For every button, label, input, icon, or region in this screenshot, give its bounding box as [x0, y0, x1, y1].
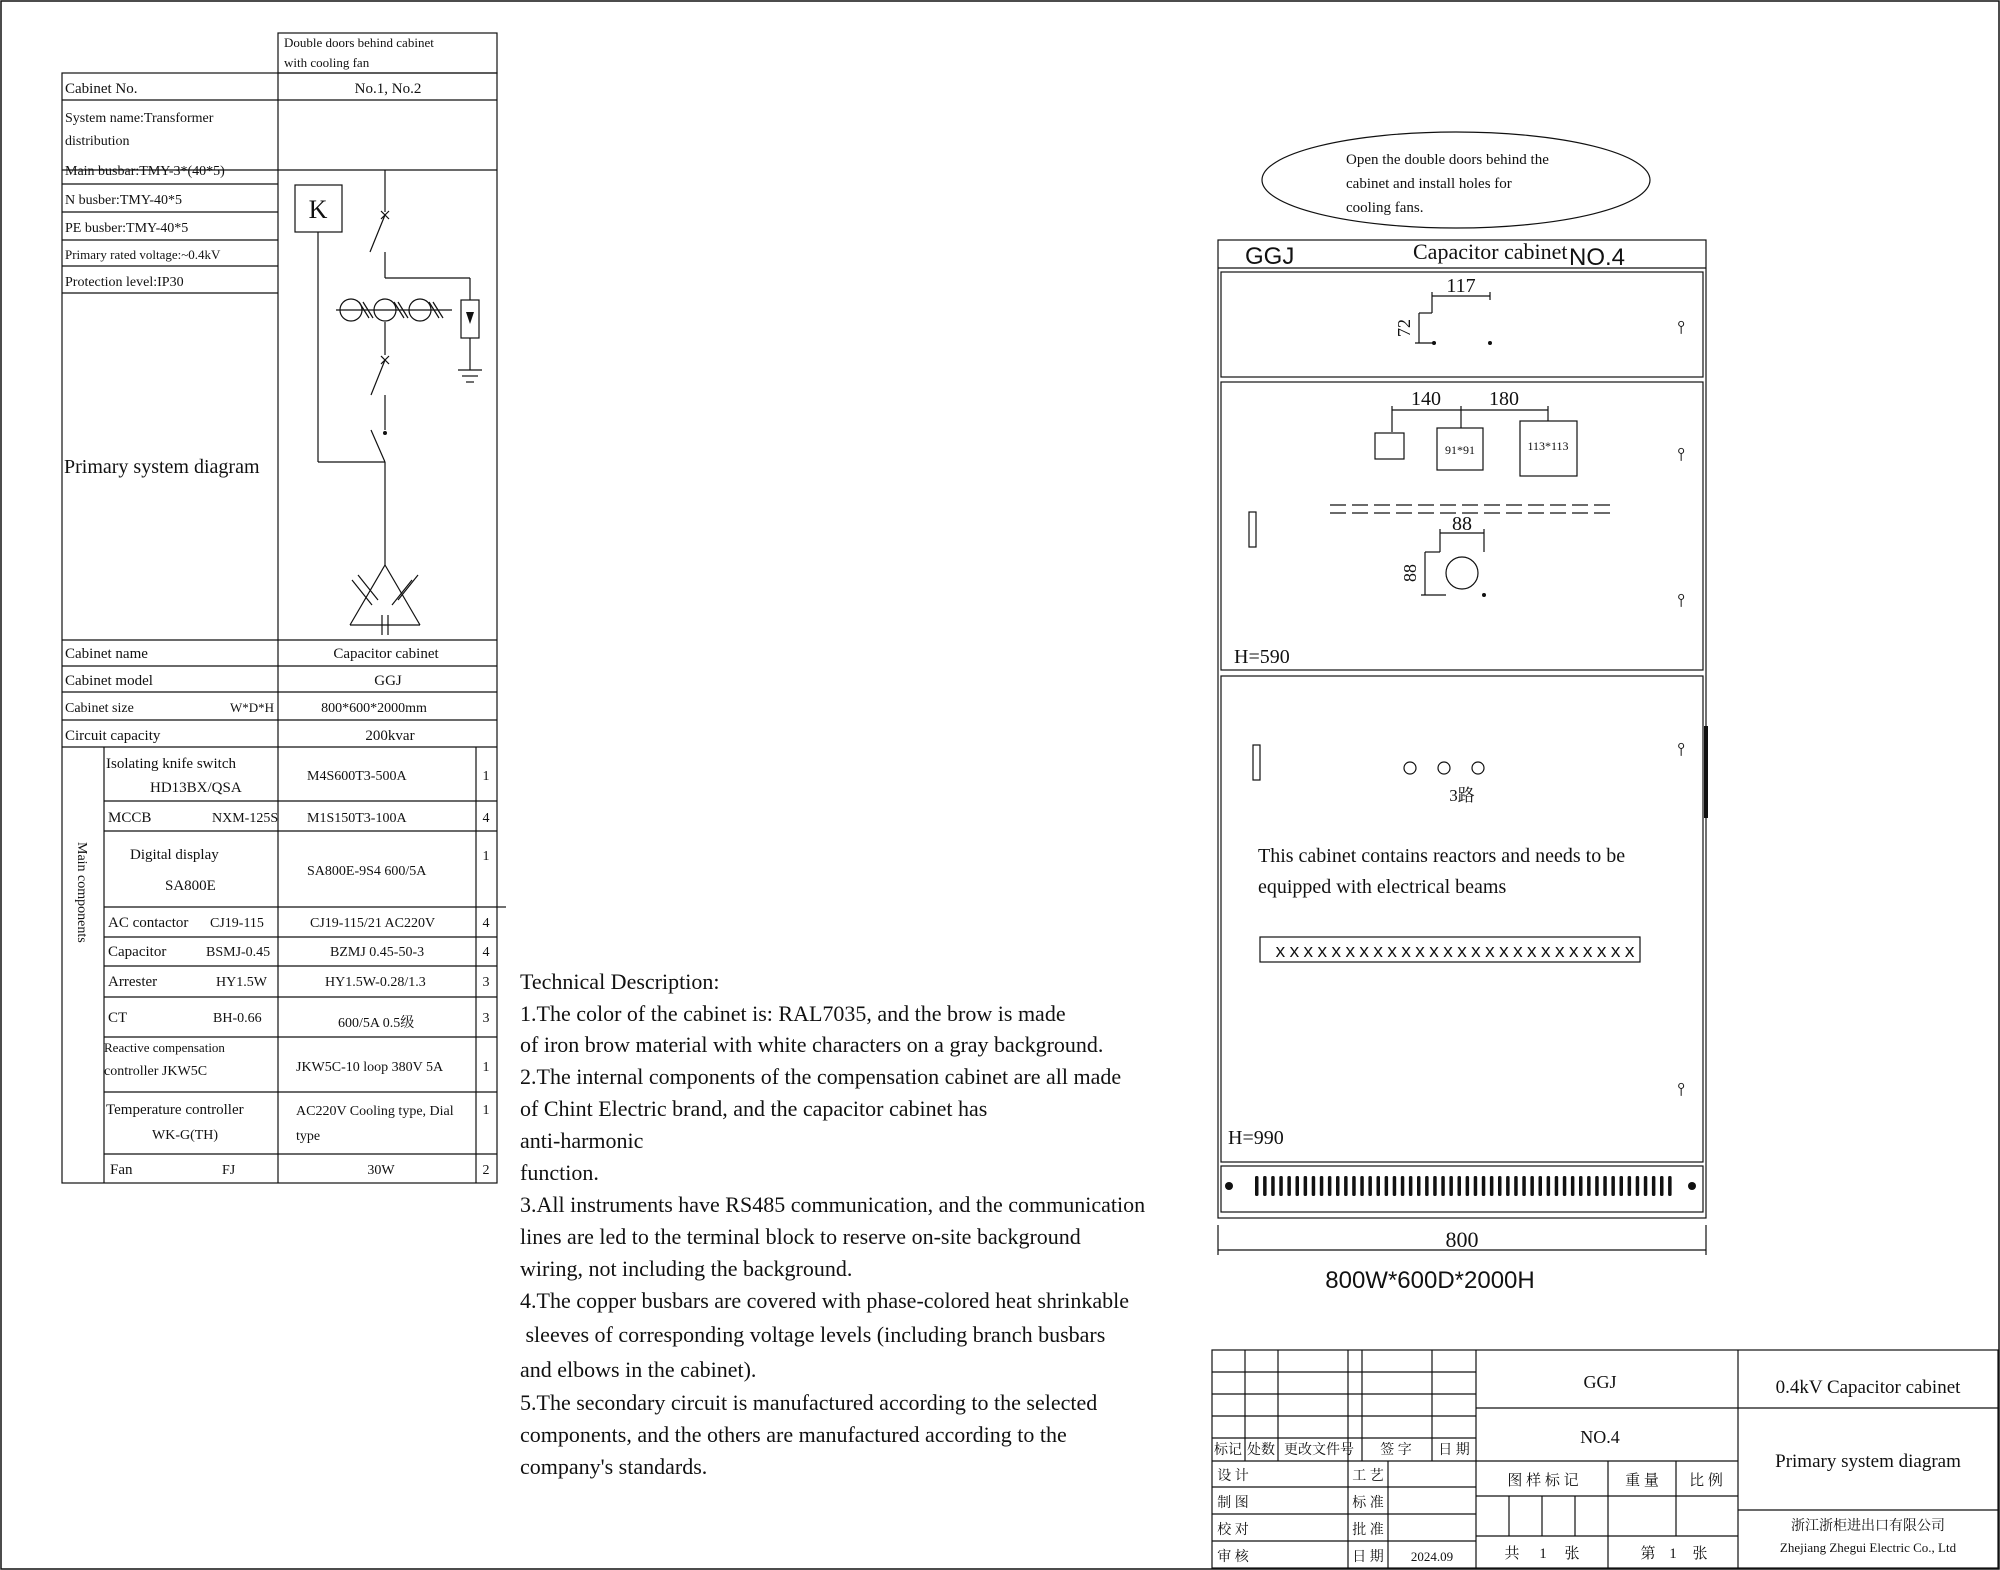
comp-contactor-type: CJ19-115 [210, 916, 264, 931]
louvre-slot [1652, 1176, 1656, 1196]
row-rated-voltage: Primary rated voltage:~0.4kV [65, 247, 221, 262]
tb-review: 审 核 [1217, 1550, 1249, 1565]
reactor-note-line2: equipped with electrical beams [1258, 876, 1507, 898]
tb-header-count: 处数 [1247, 1443, 1275, 1458]
louvre-slot [1474, 1176, 1478, 1196]
louvre-slot [1320, 1176, 1324, 1196]
tb-header-sign: 签 字 [1380, 1443, 1412, 1458]
hinge-1: ⫯ [1677, 317, 1685, 337]
louvre-slot [1644, 1176, 1648, 1196]
louvre-slot [1271, 1176, 1275, 1196]
primary-schematic [295, 170, 482, 635]
louvre-slot [1328, 1176, 1332, 1196]
dim-88-b: 88 [1400, 564, 1420, 582]
tb-total-prefix: 共 [1504, 1546, 1520, 1562]
lamp-3 [1472, 762, 1484, 774]
louvre-slot [1490, 1176, 1494, 1196]
louvre-slot [1287, 1176, 1291, 1196]
row-main-busbar: Main busbar:TMY-3*(40*5) [65, 164, 225, 179]
hinge-4: ⫯ [1677, 739, 1685, 759]
louvre-slot [1368, 1176, 1372, 1196]
tech-line-4: of Chint Electric brand, and the capacitor cabinet has [520, 1096, 988, 1121]
tb-header-date: 日 期 [1438, 1443, 1470, 1458]
louvre-slot [1595, 1176, 1599, 1196]
comp-ct-qty: 3 [482, 1011, 490, 1026]
comp-knife-switch-model: M4S600T3-500A [307, 769, 407, 784]
cabinet-size-label: Cabinet size [65, 701, 134, 716]
k-label: K [308, 195, 328, 224]
cabinet-size-value: 800*600*2000mm [321, 701, 427, 716]
louvre-slot [1312, 1176, 1316, 1196]
dim-117: 117 [1446, 275, 1476, 297]
spec-table [62, 33, 506, 1183]
note-line2: cabinet and install holes for [1346, 176, 1512, 192]
tb-process: 工 艺 [1352, 1469, 1384, 1484]
tb-drafting: 制 图 [1217, 1496, 1249, 1511]
louvre-slot [1417, 1176, 1421, 1196]
brow-title: Capacitor cabinet [1413, 239, 1568, 264]
louvre-slot [1458, 1176, 1462, 1196]
technical-description [520, 969, 1145, 1479]
louvre-slot [1401, 1176, 1405, 1196]
width-dim: 800 [1445, 1227, 1479, 1252]
louvre-slot [1587, 1176, 1591, 1196]
header-note-line2: with cooling fan [284, 55, 370, 70]
comp-arrester-model: HY1.5W-0.28/1.3 [325, 975, 426, 990]
comp-mccb-qty: 4 [482, 811, 490, 826]
tech-line-7: 3.All instruments have RS485 communication, and the communication [520, 1192, 1146, 1217]
comp-mccb-name: MCCB [108, 810, 152, 826]
tech-line-2: of iron brow material with white characters on a gray background. [520, 1032, 1104, 1057]
header-note-line1: Double doors behind cabinet [284, 35, 434, 50]
h990-label: H=990 [1228, 1127, 1284, 1149]
main-components-label: Main components [74, 842, 89, 943]
louvre-slot [1514, 1176, 1518, 1196]
louvre-slot [1393, 1176, 1397, 1196]
tb-date-value: 2024.09 [1410, 1549, 1454, 1564]
lamps-label: 3路 [1449, 786, 1475, 805]
tb-sheet-prefix: 第 [1640, 1546, 1656, 1562]
components-table [104, 756, 497, 1178]
comp-temp-model1: AC220V Cooling type, Dial [296, 1104, 454, 1119]
tb-header-doc: 更改文件号 [1284, 1443, 1354, 1458]
comp-controller-name2: controller JKW5C [104, 1064, 208, 1079]
comp-temp-model2: type [296, 1129, 321, 1144]
louvre-slot [1571, 1176, 1575, 1196]
louvre-slot [1603, 1176, 1607, 1196]
dim-88-a: 88 [1452, 513, 1472, 535]
tb-total-count: 1 [1539, 1546, 1547, 1562]
comp-contactor-qty: 4 [482, 916, 490, 931]
tb-product: 0.4kV Capacitor cabinet [1775, 1377, 1961, 1398]
tb-company-cn: 浙江浙柜进出口有限公司 [1791, 1519, 1945, 1534]
tb-weight: 重 量 [1625, 1473, 1659, 1489]
comp-arrester-name: Arrester [108, 974, 158, 990]
comp-ct-model: 600/5A 0.5级 [338, 1016, 415, 1031]
h590-label: H=590 [1234, 646, 1290, 668]
row-protection-level: Protection level:IP30 [65, 275, 184, 290]
louvre-slot [1344, 1176, 1348, 1196]
louvre-slot [1506, 1176, 1510, 1196]
hinge-5: ⫯ [1677, 1079, 1685, 1099]
vent-pattern: xxxxxxxxxxxxxxxxxxxxxxxxxx [1275, 943, 1635, 963]
louvre-slot [1304, 1176, 1308, 1196]
comp-display-name1: Digital display [130, 847, 219, 863]
row-system-name-line1: System name:Transformer [65, 111, 214, 126]
tb-standard: 标 准 [1352, 1496, 1384, 1511]
comp-fan-qty: 2 [482, 1163, 490, 1178]
tb-sample-mark: 图 样 标 记 [1507, 1473, 1579, 1489]
row-system-name-line2: distribution [65, 134, 130, 149]
comp-temp-qty: 1 [482, 1103, 490, 1118]
comp-ct-name: CT [108, 1010, 128, 1026]
tech-line-13: 5.The secondary circuit is manufactured according to the selected [520, 1390, 1098, 1415]
comp-capacitor-qty: 4 [482, 945, 490, 960]
louvre-slot [1628, 1176, 1632, 1196]
louvre-slot [1482, 1176, 1486, 1196]
dim-140: 140 [1411, 388, 1441, 410]
hinge-2: ⫯ [1677, 444, 1685, 464]
row-pe-busbar: PE busber:TMY-40*5 [65, 221, 189, 236]
louvre-slot [1263, 1176, 1267, 1196]
louvre-slot [1539, 1176, 1543, 1196]
louvre-slot [1555, 1176, 1559, 1196]
comp-controller-model: JKW5C-10 loop 380V 5A [296, 1060, 444, 1075]
brow-brand: GGJ [1245, 243, 1295, 270]
comp-knife-switch-name1: Isolating knife switch [106, 756, 236, 772]
dim-72: 72 [1394, 319, 1414, 337]
cabinet-elevation [1218, 132, 1706, 1294]
comp-temp-name2: WK-G(TH) [152, 1128, 219, 1143]
comp-display-model: SA800E-9S4 600/5A [307, 864, 427, 879]
comp-mccb-type: NXM-125S [212, 811, 279, 826]
louvre-slot [1385, 1176, 1389, 1196]
comp-fan-name: Fan [110, 1162, 133, 1178]
tech-line-1: 1.The color of the cabinet is: RAL7035, and the brow is made [520, 1001, 1066, 1026]
tech-line-14: components, and the others are manufactured according to the [520, 1422, 1067, 1447]
comp-contactor-name: AC contactor [108, 915, 189, 931]
note-line1: Open the double doors behind the [1346, 152, 1549, 168]
title-block [1212, 1350, 1998, 1568]
louvre-slot [1620, 1176, 1624, 1196]
tech-line-6: function. [520, 1160, 599, 1185]
comp-capacitor-type: BSMJ-0.45 [206, 945, 271, 960]
cabinet-name-value: Capacitor cabinet [333, 646, 439, 662]
comp-knife-switch-qty: 1 [482, 769, 490, 784]
bottom-louvres [1255, 1176, 1672, 1196]
louvre-slot [1498, 1176, 1502, 1196]
tb-approve: 批 准 [1352, 1523, 1384, 1538]
comp-display-name2: SA800E [165, 878, 216, 894]
cabinet-outline [1218, 240, 1706, 1218]
louvre-slot [1255, 1176, 1259, 1196]
comp-contactor-model: CJ19-115/21 AC220V [310, 916, 436, 931]
primary-system-diagram-label: Primary system diagram [64, 456, 260, 478]
louvre-slot [1377, 1176, 1381, 1196]
row-cabinet-no-value: No.1, No.2 [354, 81, 422, 97]
comp-capacitor-model: BZMJ 0.45-50-3 [330, 945, 425, 960]
louvre-slot [1530, 1176, 1534, 1196]
comp-controller-name1: Reactive compensation [104, 1040, 225, 1055]
tech-line-15: company's standards. [520, 1454, 708, 1479]
comp-controller-qty: 1 [482, 1060, 490, 1075]
louvre-slot [1547, 1176, 1551, 1196]
row-cabinet-no-label: Cabinet No. [65, 81, 138, 97]
louvre-slot [1611, 1176, 1615, 1196]
comp-mccb-model: M1S150T3-100A [307, 811, 407, 826]
comp-temp-name1: Temperature controller [106, 1102, 244, 1118]
note-line3: cooling fans. [1346, 200, 1424, 216]
tb-total-suffix: 张 [1564, 1546, 1580, 1562]
louvre-slot [1425, 1176, 1429, 1196]
louvre-slot [1563, 1176, 1567, 1196]
meter-113-label: 113*113 [1527, 439, 1569, 453]
comp-arrester-qty: 3 [482, 975, 490, 990]
hinge-3: ⫯ [1677, 590, 1685, 610]
comp-ct-type: BH-0.66 [213, 1011, 262, 1026]
louvre-slot [1522, 1176, 1526, 1196]
lock-1 [1249, 512, 1256, 547]
cabinet-model-value: GGJ [374, 673, 402, 689]
louvre-slot [1352, 1176, 1356, 1196]
row-n-busbar: N busber:TMY-40*5 [65, 193, 183, 208]
dim-180: 180 [1489, 388, 1519, 410]
louvre-slot [1409, 1176, 1413, 1196]
louvre-slot [1441, 1176, 1445, 1196]
louvre-slot [1279, 1176, 1283, 1196]
louvre-slot [1433, 1176, 1437, 1196]
louvre-slot [1466, 1176, 1470, 1196]
circuit-capacity-value: 200kvar [365, 728, 415, 744]
louvre-slot [1360, 1176, 1364, 1196]
lock-2 [1253, 745, 1260, 780]
tech-line-3: 2.The internal components of the compensation cabinet are all made [520, 1064, 1122, 1089]
tech-title: Technical Description: [520, 969, 720, 994]
louvre-slot [1668, 1176, 1672, 1196]
comp-knife-switch-name2: HD13BX/QSA [150, 780, 242, 796]
circuit-capacity-label: Circuit capacity [65, 728, 161, 744]
tb-date-label: 日 期 [1352, 1550, 1384, 1565]
comp-display-qty: 1 [482, 849, 490, 864]
tech-line-12: and elbows in the cabinet). [520, 1357, 757, 1382]
tb-drawing: Primary system diagram [1775, 1451, 1961, 1472]
tb-design: 设 计 [1217, 1469, 1249, 1484]
tech-line-11: sleeves of corresponding voltage levels (including branch busbars [520, 1322, 1106, 1347]
tb-number: NO.4 [1580, 1427, 1620, 1447]
comp-fan-model: 30W [367, 1163, 395, 1178]
meter-91-label: 91*91 [1445, 443, 1475, 457]
cabinet-model-label: Cabinet model [65, 673, 153, 689]
brow-number: NO.4 [1569, 244, 1626, 271]
louvre-slot [1660, 1176, 1664, 1196]
louvre-slot [1579, 1176, 1583, 1196]
comp-capacitor-name: Capacitor [108, 944, 167, 960]
lower-panel [1221, 676, 1703, 1162]
louvre-slot [1636, 1176, 1640, 1196]
tb-sheet-suffix: 张 [1692, 1546, 1708, 1562]
tech-line-5: anti-harmonic [520, 1128, 644, 1153]
tb-company-en: Zhejiang Zhegui Electric Co., Ltd [1779, 1540, 1957, 1555]
tech-line-9: wiring, not including the background. [520, 1256, 853, 1281]
cabinet-size-text: 800W*600D*2000H [1325, 1267, 1535, 1294]
lamp-2 [1438, 762, 1450, 774]
tb-sheet-num: 1 [1669, 1546, 1677, 1562]
cabinet-size-wdh: W*D*H [230, 700, 275, 715]
comp-fan-type: FJ [222, 1163, 236, 1178]
tb-header-mark: 标记 [1214, 1443, 1242, 1458]
tech-line-8: lines are led to the terminal block to reserve on-site background [520, 1224, 1081, 1249]
comp-arrester-type: HY1.5W [216, 975, 267, 990]
reactor-note-line1: This cabinet contains reactors and needs to be [1258, 845, 1626, 867]
louvre-slot [1449, 1176, 1453, 1196]
tb-model: GGJ [1583, 1372, 1617, 1392]
selector-switch [1446, 557, 1478, 589]
cabinet-name-label: Cabinet name [65, 646, 148, 662]
tb-scale: 比 例 [1689, 1473, 1723, 1489]
lamp-1 [1404, 762, 1416, 774]
tb-check: 校 对 [1217, 1523, 1249, 1538]
louvre-slot [1296, 1176, 1300, 1196]
tech-line-10: 4.The copper busbars are covered with phase-colored heat shrinkable [520, 1288, 1130, 1313]
louvre-slot [1336, 1176, 1340, 1196]
indicator-box [1375, 433, 1404, 459]
